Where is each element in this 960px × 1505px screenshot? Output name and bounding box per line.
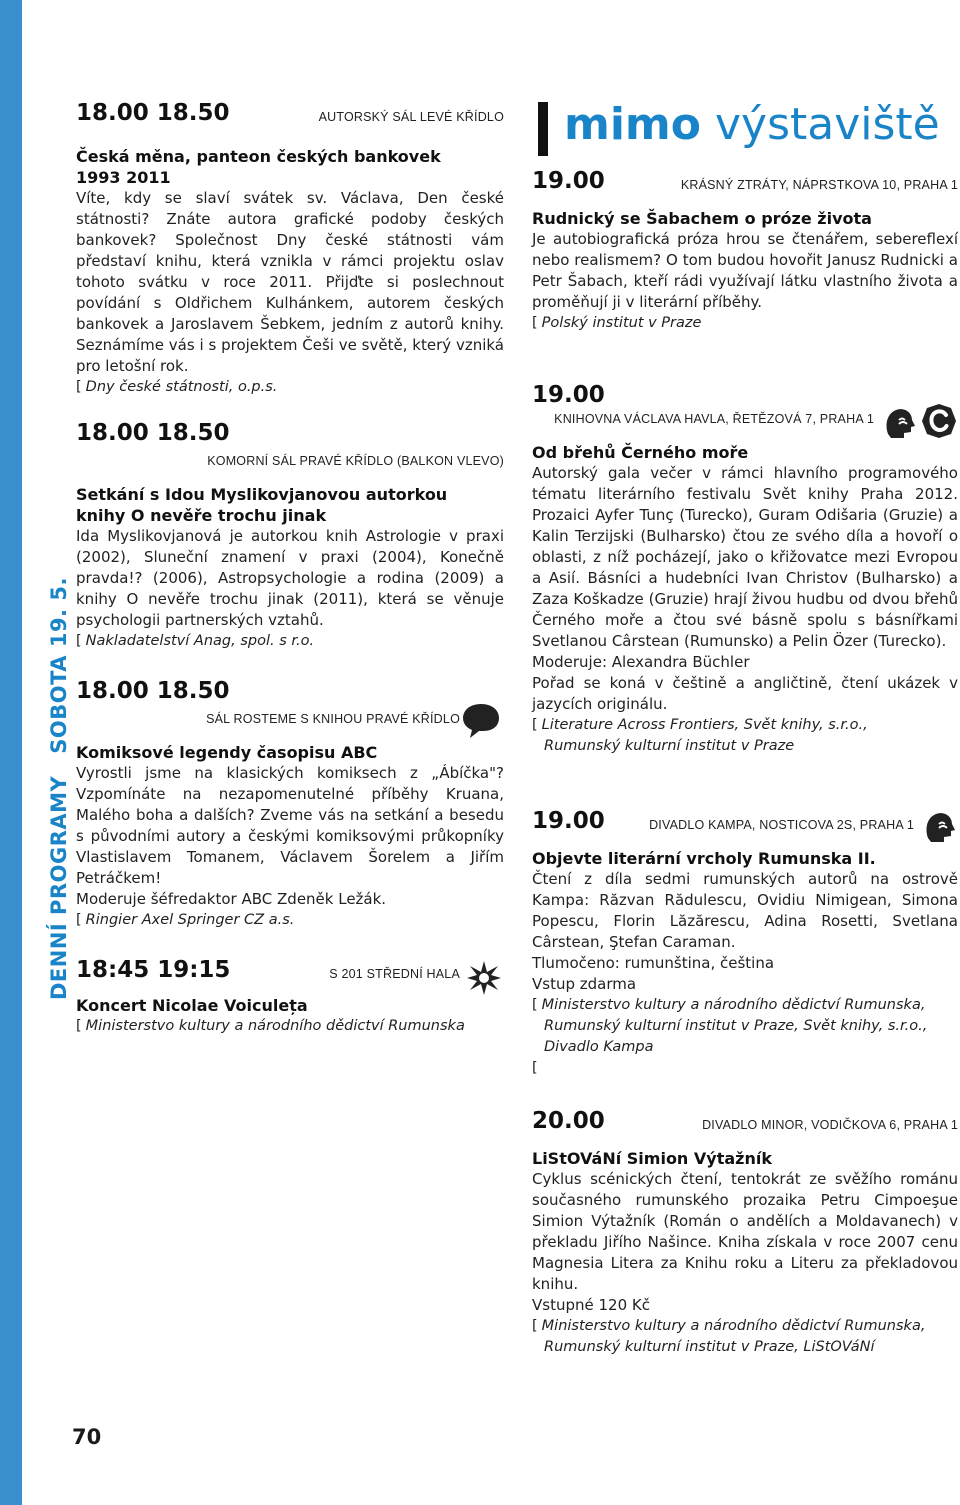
- event-venue: DIVADLO MINOR, VODIČKOVA 6, PRAHA 1: [702, 1118, 958, 1132]
- description-paragraph: Autorský gala večer v rámci hlavního programového tématu literárního festivalu Svět knihy Praha 2012. Prozaici Ayfer Tunç (Turecko), Guram Odišaria (Gruzie) a Kalin Terzijski (Bulharsko) čtou ze svého díla a hovoří o oblasti, z níž pocházejí, jako o křižovatce mezi Evropou a Asií. Básníci a hudebníci Ivan Christov (Bulharsko) a Zaza Koškadze (Gruzie) hrají živou hudbu od dvou břehů Černého moře a čtou své básně spolu s básnířkami Svetlanou Cârstean (Rumunsko) a Pelin Özer (Turecko).: [532, 464, 958, 650]
- event-card: [532, 168, 958, 334]
- event-title: [532, 208, 958, 229]
- title-line: Setkání s Idou Myslikovjanovou autorkou: [76, 485, 448, 504]
- event-venue: KRÁSNÝ ZTRÁTY, NÁPRSTKOVA 10, PRAHA 1: [680, 178, 958, 192]
- event-title: [76, 995, 504, 1016]
- event-venue: KOMORNÍ SÁL PRAVÉ KŘÍDLO (BALKON VLEVO): [207, 454, 504, 468]
- header-bold: mimo: [564, 99, 702, 150]
- event-time: 19.00: [532, 808, 605, 834]
- description-paragraph: Víte, kdy se slaví svátek sv. Václava, Den české státnosti? Znáte autora grafické podoby českých bankovek? Společnost Dny české státnosti vám představí knihu, která vznikla v rámci projektu oslav tohoto svátku v roce 2011. Přijďte si poslechnout povídání s Oldřichem Kulhánkem, autorem českých bankovek a Jaroslavem Šebkem, jedním z autorů knihy. Seznámíme vás i s projektem Češi ve světě, který vzniká pro letošní rok.: [76, 189, 504, 375]
- description-paragraph: Moderuje: Alexandra Büchler: [532, 653, 750, 671]
- section-header-title: [564, 100, 940, 150]
- organizer-line: Ministerstvo kultury a národního dědictví Rumunska: [85, 1018, 465, 1034]
- label-day: SOBOTA 19. 5.: [47, 577, 71, 754]
- organizer-line: Rumunský kulturní institut v Praze: [544, 738, 795, 754]
- title-line: Komiksové legendy časopisu ABC: [76, 743, 378, 762]
- event-time: 19.00: [532, 382, 605, 408]
- section-header: [532, 98, 958, 160]
- event-card: [76, 420, 504, 652]
- event-time: 18.00 18.50: [76, 420, 230, 446]
- event-description: [76, 188, 504, 377]
- description-paragraph: Je autobiografická próza hrou se čtenářem, sebereflexí nebo realismem? O tom budou hovořit Janusz Rudnicki a Petr Šabach, kteří rádi využívají látku vlastního života a proměňují ji v literární příběhy.: [532, 230, 958, 311]
- star-burst-icon: [466, 960, 502, 996]
- title-line: Česká měna, panteon českých bankovek: [76, 147, 441, 166]
- event-time: 19.00: [532, 168, 605, 194]
- label-programs: DENNÍ PROGRAMY: [47, 775, 71, 1000]
- title-line: Od břehů Černého moře: [532, 443, 749, 462]
- event-organizer: [ Nakladatelství Anag, spol. s r.o.: [76, 633, 315, 649]
- event-venue: DIVADLO KAMPA, NOSTICOVA 2S, PRAHA 1: [649, 818, 914, 832]
- sidebar-accent-bar: [0, 0, 22, 1505]
- description-paragraph: Pořad se koná v češtině a angličtině, čtení ukázek v jazycích originálu.: [532, 674, 958, 713]
- event-card: [532, 808, 958, 1079]
- organizer-line: Nakladatelství Anag, spol. s r.o.: [85, 633, 315, 649]
- description-paragraph: Vstup zdarma: [532, 975, 637, 993]
- event-title: [76, 146, 504, 188]
- title-line: Rudnický se Šabachem o próze života: [532, 209, 872, 228]
- organizer-line: Polský institut v Praze: [541, 315, 702, 331]
- event-card: [76, 100, 504, 398]
- event-title: [532, 442, 958, 463]
- event-card: [532, 1108, 958, 1358]
- event-title: [76, 484, 504, 526]
- sidebar: [0, 0, 71, 1505]
- event-time: 20.00: [532, 1108, 605, 1134]
- organizer-line: Ministerstvo kultury a národního dědictví Rumunska,: [541, 1318, 926, 1334]
- description-paragraph: Cyklus scénických čtení, tentokrát ze svěžího románu současného rumunského prozaika Petru Cimpoeşue Simion Výtažník (Román o andělích a Moldavanech) v překladu Jiřího Našince. Kniha získala v roce 2007 cenu Magnesia Litera za Knihu roku a Literu za překladovou knihu.: [532, 1170, 958, 1293]
- section-header-bar: [538, 102, 548, 156]
- organizer-line: Dny české státnosti, o.p.s.: [85, 379, 278, 395]
- event-description: [532, 869, 958, 995]
- event-venue: AUTORSKÝ SÁL LEVÉ KŘÍDLO: [318, 110, 504, 124]
- title-line: 1993 2011: [76, 168, 171, 187]
- organizer-line: Literature Across Frontiers, Svět knihy, s.r.o.,: [541, 717, 868, 733]
- title-line: Koncert Nicolae Voiculeța: [76, 996, 308, 1015]
- event-time: 18.00 18.50: [76, 678, 230, 704]
- head-speaking-icon: [882, 404, 918, 440]
- title-line: knihy O nevěře trochu jinak: [76, 506, 327, 525]
- organizer-line: Divadlo Kampa: [544, 1039, 654, 1055]
- event-title: [76, 742, 504, 763]
- organizer-line: Rumunský kulturní institut v Praze, Svět knihy, s.r.o.,: [544, 1018, 928, 1034]
- event-organizer: [ Ministerstvo kultury a národního dědictví Rumunska, Rumunský kulturní institut v Praze, LiStOVáNí: [532, 1316, 958, 1358]
- description-paragraph: Vstupné 120 Kč: [532, 1296, 650, 1314]
- event-title: [532, 848, 958, 869]
- event-description: [532, 463, 958, 715]
- description-paragraph: Čtení z díla sedmi rumunských autorů na ostrově Kampa: Răzvan Rădulescu, Ovidiu Nimigean, Simona Popescu, Florin Lăzărescu, Adina Rosetti, Svetlana Cârstean, Ştefan Caraman.: [532, 870, 958, 951]
- event-time: 18.00 18.50: [76, 100, 230, 126]
- organizer-line: Ringier Axel Springer CZ a.s.: [85, 912, 295, 928]
- speech-bubble-icon: [460, 700, 502, 740]
- header-light: výstaviště: [715, 99, 940, 150]
- event-organizer: [ Ringier Axel Springer CZ a.s.: [76, 912, 295, 928]
- description-paragraph: Tlumočeno: rumunština, čeština: [532, 954, 775, 972]
- event-organizer: [ Polský institut v Praze: [532, 315, 702, 331]
- event-title: [532, 1148, 958, 1169]
- event-description: [532, 229, 958, 313]
- event-description: [76, 763, 504, 910]
- copyright-c-icon: [920, 402, 958, 440]
- event-card: [76, 678, 504, 931]
- event-organizer: [ Literature Across Frontiers, Svět knihy, s.r.o., Rumunský kulturní institut v Praze: [532, 715, 958, 757]
- event-organizer: [ Ministerstvo kultury a národního dědictví Rumunska, Rumunský kulturní institut v Praze, Svět knihy, s.r.o., Divadlo Kampa [: [532, 995, 958, 1079]
- event-organizer: [ Dny české státnosti, o.p.s.: [76, 379, 278, 395]
- description-paragraph: Vyrostli jsme na klasických komiksech z „Ábíčka"? Vzpomínáte na nezapomenutelné příběhy Kruana, Malého boha a dalších? Zveme vás na setkání a besedu s původními autory a českými komiksovými průkopníky Vlastislavem Tomanem, Václavem Šorelem a Jiřím Petráčkem!: [76, 764, 504, 887]
- title-line: LiStOVáNí Simion Výtažník: [532, 1149, 772, 1168]
- title-line: Objevte literární vrcholy Rumunska II.: [532, 849, 876, 868]
- event-venue: SÁL ROSTEME S KNIHOU PRAVÉ KŘÍDLO: [206, 712, 460, 726]
- event-description: [532, 1169, 958, 1316]
- organizer-line: Ministerstvo kultury a národního dědictví Rumunska,: [541, 997, 926, 1013]
- head-speaking-icon: [922, 808, 958, 844]
- description-paragraph: Ida Myslikovjanová je autorkou knih Astrologie v praxi (2002), Sluneční znamení v praxi (2004), Konečně pravda!? (2006), Astropsychologie a rodina (2009) a knihy O nevěře trochu jinak (2011), která se věnuje psychologii partnerských vztahů.: [76, 527, 504, 629]
- description-paragraph: Moderuje šéfredaktor ABC Zdeněk Ležák.: [76, 890, 387, 908]
- event-venue: KNIHOVNA VÁCLAVA HAVLA, ŘETĚZOVÁ 7, PRAHA 1: [554, 412, 874, 426]
- event-organizer: [ Ministerstvo kultury a národního dědictví Rumunska: [76, 1018, 465, 1034]
- event-time: 18:45 19:15: [76, 957, 231, 983]
- page-number: 70: [72, 1425, 102, 1449]
- event-venue: S 201 STŘEDNÍ HALA: [329, 967, 460, 981]
- event-card: [76, 957, 504, 1037]
- event-description: [76, 526, 504, 631]
- organizer-line: Rumunský kulturní institut v Praze, LiStOVáNí: [544, 1339, 875, 1355]
